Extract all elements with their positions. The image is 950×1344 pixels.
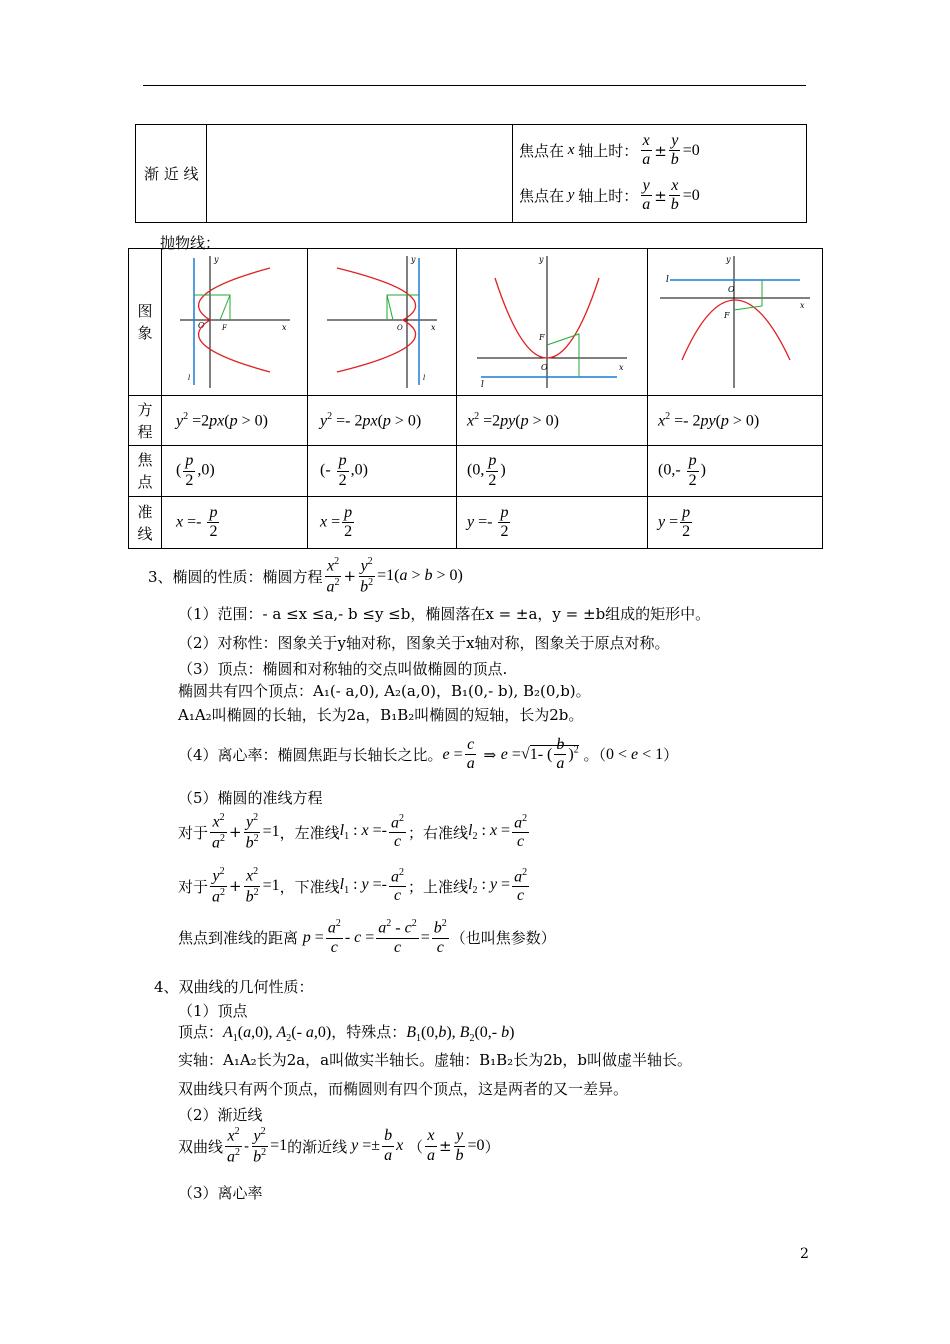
hyperbola-vertex-title: （1）顶点 bbox=[178, 1002, 248, 1020]
parabola-title: 抛物线： bbox=[160, 234, 221, 252]
equation-1: $y^2 =2px(p > 0)$ bbox=[162, 396, 308, 446]
hyperbola-vertices: 顶点：$A_1(a,0)$, $A_2(-$ a,0)，特殊点：$B_1(0,b)$, $B_2(0,-$ b) bbox=[178, 1023, 515, 1045]
ellipse-focal-param: 焦点到准线的距离 p = $\frac{a^2}{c}$ - c = $\frac{a^2 - c^2}{c}$ = $\frac{b^2}{c}$ （也叫焦参数） bbox=[178, 918, 556, 956]
ellipse-eccentricity: （4）离心率：椭圆焦距与长轴长之比。 e = $\frac{c}{a}$ ⇒ e = √1- ( $\frac{b}{a}$ )$^2$ 。（ 0 < e < 1 ） bbox=[178, 736, 679, 773]
asymptote-empty-cell bbox=[207, 125, 513, 223]
asymptote-formulas bbox=[513, 125, 807, 223]
ellipse-directrix-1: 对于 $\frac{x^2}{a^2}$ + $\frac{y^2}{b^2}$ =1 ，左准线 $l_1$ : x =- $\frac{a^2}{c}$ ；右准线 $l_2$ : x = $\frac{a^2}{c}$ bbox=[178, 812, 528, 852]
ellipse-directrix-title: （5）椭圆的准线方程 bbox=[178, 789, 323, 807]
hyperbola-heading: 4、双曲线的几何性质： bbox=[154, 978, 314, 996]
asymptote-table bbox=[135, 124, 807, 223]
hyperbola-note: 双曲线只有两个顶点，而椭圆则有四个顶点，这是两者的又一差异。 bbox=[178, 1080, 629, 1098]
graph-cell-1 bbox=[162, 249, 308, 396]
asymptote-label bbox=[136, 125, 207, 223]
ellipse-vertex-list: 椭圆共有四个顶点：A₁(- a,0), A₂(a,0)，B₁(0,- b), B₂(0,b)。 bbox=[178, 682, 591, 700]
parabola-graph-left bbox=[317, 250, 447, 390]
equation-2: $y^2 =- 2px(p > 0)$ bbox=[308, 396, 457, 446]
directrix-1: x =- $\frac{p}{2}$ bbox=[162, 497, 308, 549]
focus-1: ( $\frac{p}{2}$ ,0) bbox=[162, 446, 308, 497]
row-label-directrix: 准 线 bbox=[129, 497, 162, 549]
svg-text:y: y bbox=[726, 255, 731, 264]
graph-cell-3 bbox=[457, 249, 648, 396]
focus-2: (- $\frac{p}{2}$ ,0) bbox=[308, 446, 457, 497]
parabola-graph-right bbox=[170, 250, 300, 390]
parabola-graph-up bbox=[467, 250, 637, 390]
svg-text:F: F bbox=[221, 324, 227, 332]
svg-text:O: O bbox=[728, 285, 735, 294]
directrix-3: y =- $\frac{p}{2}$ bbox=[457, 497, 648, 549]
hyperbola-axes: 实轴：A₁A₂长为2a，a叫做实半轴长。虚轴：B₁B₂长为2b，b叫做虚半轴长。 bbox=[178, 1051, 692, 1069]
ellipse-vertex: （3）顶点：椭圆和对称轴的交点叫做椭圆的顶点. bbox=[178, 660, 508, 678]
row-label-equation: 方 程 bbox=[129, 396, 162, 446]
svg-text:l: l bbox=[666, 275, 669, 285]
header-rule bbox=[143, 85, 806, 86]
directrix-4: y = $\frac{p}{2}$ bbox=[648, 497, 823, 549]
svg-text:O: O bbox=[397, 324, 403, 332]
svg-text:x: x bbox=[619, 363, 624, 372]
svg-text:x: x bbox=[281, 323, 287, 332]
focus-3: (0, $\frac{p}{2}$ ) bbox=[457, 446, 648, 497]
row-label-focus: 焦 点 bbox=[129, 446, 162, 497]
asymptote-x-render: 焦点在 x 轴上时： $\frac{x}{a}$ ± $\frac{y}{b}$ =0 bbox=[519, 131, 700, 168]
parabola-table bbox=[128, 248, 823, 549]
equation-4: $x^2 =- 2py(p > 0)$ bbox=[648, 396, 823, 446]
svg-text:x: x bbox=[800, 301, 805, 310]
asymptote-label-text: 渐 近 线 bbox=[144, 164, 199, 183]
svg-text:y: y bbox=[411, 255, 416, 264]
focus-4: (0,- $\frac{p}{2}$ ) bbox=[648, 446, 823, 497]
asymptote-y-render: 焦点在 y 轴上时： $\frac{y}{a}$ ± $\frac{x}{b}$ =0 bbox=[519, 176, 700, 213]
svg-text:F: F bbox=[724, 311, 730, 320]
hyperbola-asym: 双曲线 $\frac{x^2}{a^2}$ - $\frac{y^2}{b^2}$ =1 的渐近线 y =± $\frac{b}{a}$ x （ $\frac{x}{a}$ ± $\frac{y}{b}$ =0 ） bbox=[178, 1126, 500, 1166]
svg-text:l: l bbox=[481, 380, 484, 390]
equation-3: $x^2 =2py(p > 0)$ bbox=[457, 396, 648, 446]
ellipse-range: （1）范围：- a ≤x ≤a,- b ≤y ≤b，椭圆落在x = ±a，y = ±b组成的矩形中。 bbox=[178, 605, 711, 623]
svg-text:x: x bbox=[431, 323, 436, 332]
svg-text:l: l bbox=[423, 374, 426, 382]
svg-text:y: y bbox=[539, 255, 544, 264]
svg-text:O: O bbox=[197, 321, 205, 330]
graph-cell-2 bbox=[308, 249, 457, 396]
directrix-2: x = $\frac{p}{2}$ bbox=[308, 497, 457, 549]
svg-text:O: O bbox=[541, 363, 548, 372]
hyperbola-ecc-title: （3）离心率 bbox=[178, 1184, 263, 1202]
ellipse-heading: 3、椭圆的性质：椭圆方程 $\frac{x^2}{a^2}$ + $\frac{y^2}{b^2}$ =1(a > b > 0) bbox=[148, 556, 463, 596]
svg-text:l: l bbox=[187, 374, 190, 382]
hyperbola-asym-title: （2）渐近线 bbox=[178, 1106, 263, 1124]
svg-text:F: F bbox=[539, 333, 545, 342]
ellipse-directrix-2: 对于 $\frac{y^2}{a^2}$ + $\frac{x^2}{b^2}$ =1 ，下准线 $l_1$ : y =- $\frac{a^2}{c}$ ；上准线 $l_2$ : y = $\frac{a^2}{c}$ bbox=[178, 866, 528, 906]
page-number: 2 bbox=[800, 1246, 809, 1262]
ellipse-axes: A₁A₂叫椭圆的长轴，长为2a，B₁B₂叫椭圆的短轴，长为2b。 bbox=[178, 706, 584, 724]
row-label-graph: 图 象 bbox=[129, 249, 162, 396]
parabola-graph-down bbox=[650, 250, 820, 390]
svg-text:y: y bbox=[213, 255, 219, 264]
ellipse-symmetry: （2）对称性：图象关于y轴对称，图象关于x轴对称，图象关于原点对称。 bbox=[178, 634, 670, 652]
graph-cell-4 bbox=[648, 249, 823, 396]
